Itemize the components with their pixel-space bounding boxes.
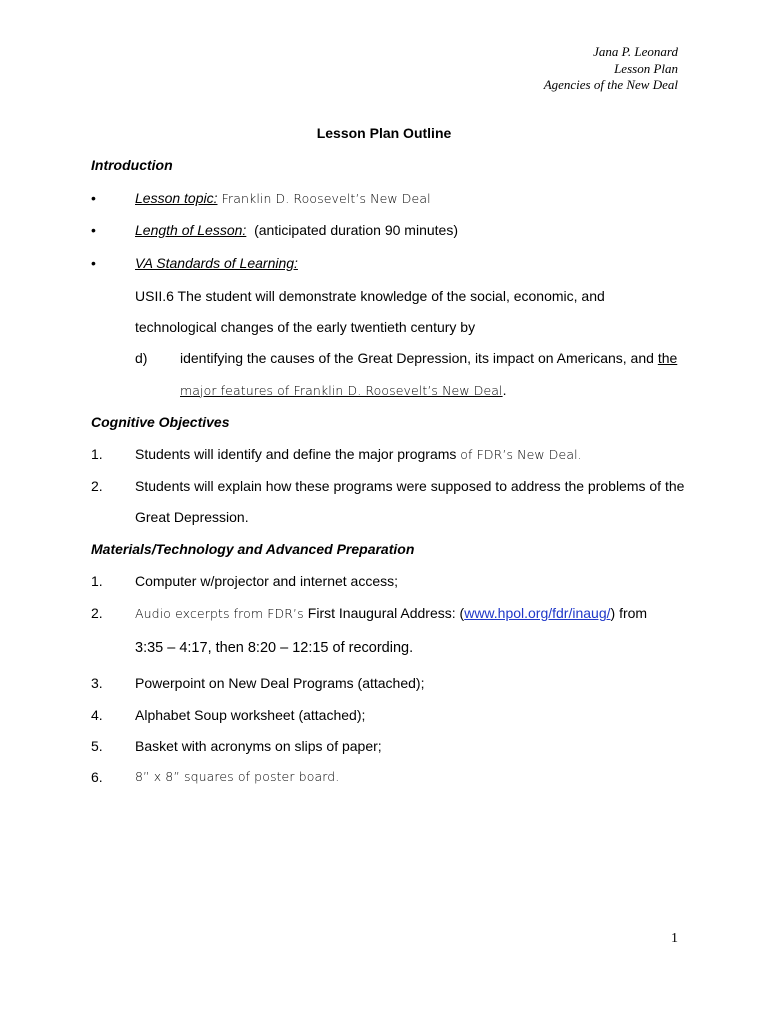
sub-marker: d) [135, 350, 148, 366]
standards-label: VA Standards of Learning: [135, 255, 298, 271]
page-title: Lesson Plan Outline [316, 125, 452, 141]
inaugural-address-link[interactable]: www.hpol.org/fdr/inaug/ [464, 605, 611, 621]
lesson-length-value: (anticipated duration 90 minutes) [246, 222, 458, 238]
introduction-heading: Introduction [91, 157, 173, 173]
header-doc-type: Lesson Plan [614, 60, 678, 76]
lesson-topic-label: Lesson topic: [135, 190, 218, 206]
materials-heading: Materials/Technology and Advanced Preparation [91, 541, 415, 557]
document-header [544, 44, 678, 94]
header-author: Jana P. Leonard [593, 44, 678, 59]
cognitive-objectives-heading: Cognitive Objectives [91, 414, 230, 430]
bullet-icon: • [91, 222, 96, 238]
lesson-topic-value: Franklin D. Roosevelt’s New Deal [217, 191, 431, 206]
header-subject: Agencies of the New Deal [543, 77, 678, 92]
bullet-icon: • [91, 190, 96, 206]
lesson-length-label: Length of Lesson: [135, 222, 247, 238]
page-number: 1 [671, 931, 678, 946]
bullet-icon: • [91, 255, 96, 271]
